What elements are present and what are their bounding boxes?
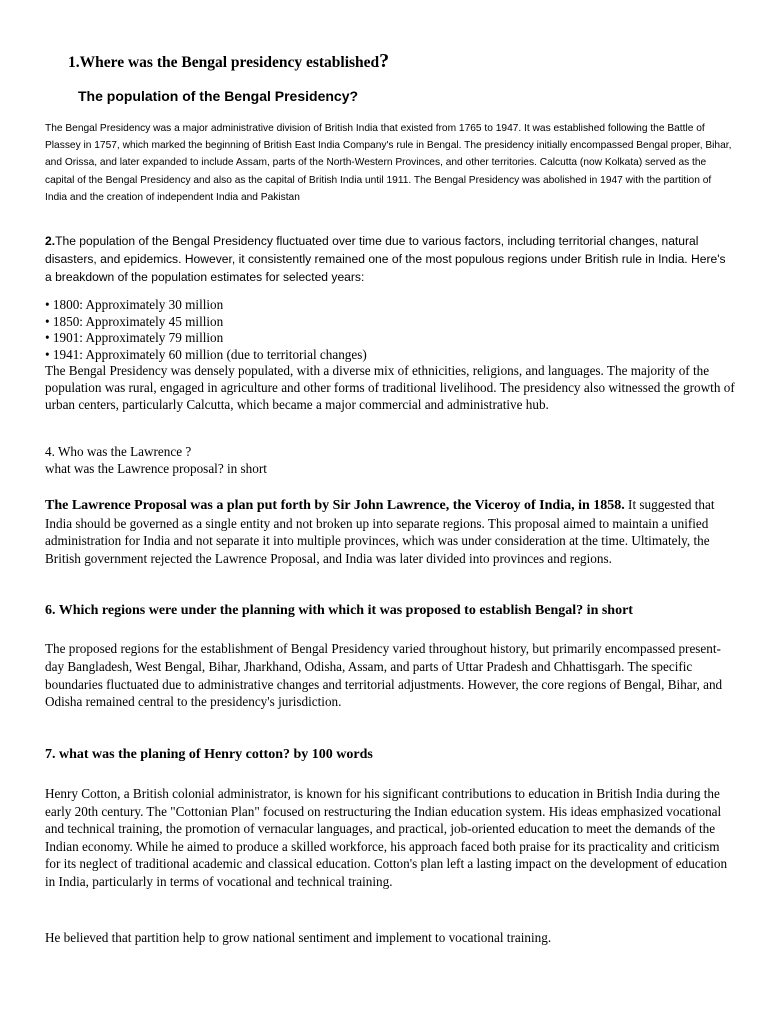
- question-1-heading: [68, 50, 389, 73]
- population-paragraph-text: The population of the Bengal Presidency fluctuated over time due to various factors, including territorial changes, natural disasters, and epidemics. However, it consistently remained one of the most populous regions under British rule in India. Here's a breakdown of the population estimates for selected years:: [45, 234, 726, 285]
- list-item: • 1800: Approximately 30 million: [45, 297, 224, 312]
- bengal-presidency-paragraph: The Bengal Presidency was a major administrative division of British India that existed from 1765 to 1947. It was established following the Battle of Plassey in 1757, which marked the beginning of British East India Company's rule in Bengal. The presidency initially encompassed Bengal proper, Bihar, and Orissa, and later expanded to include Assam, parts of the North-Western Provinces, and other territories. Calcutta (now Kolkata) served as the capital of the Bengal Presidency and also as the capital of British India until 1911. The Bengal Presidency was abolished in 1947 with the partition of India and the creation of independent India and Pakistan: [45, 123, 732, 203]
- population-estimates-list: [45, 297, 367, 363]
- question-4-line-1: 4. Who was the Lawrence ?: [45, 444, 192, 459]
- lawrence-proposal-body: It suggested that India should be governed as a single entity and not broken up into separate regions. This proposal aimed to maintain a unified administration for India and not separate it into multiple provinces, which was under consideration at the time. Ultimately, the British government rejected the Lawrence Proposal, and India was later divided into provinces and regions.: [45, 497, 715, 567]
- question-1-text: 1.Where was the Bengal presidency established: [68, 54, 380, 71]
- list-item: • 1941: Approximately 60 million (due to territorial changes): [45, 346, 367, 362]
- paragraph-number: 2.: [45, 234, 56, 248]
- question-4-line-2: what was the Lawrence proposal? in short: [45, 461, 267, 476]
- question-mark: ?: [379, 50, 390, 72]
- lawrence-proposal-lead: The Lawrence Proposal was a plan put forth by Sir John Lawrence, the Viceroy of India, in 1858.: [45, 498, 625, 513]
- question-6-heading: 6. Which regions were under the planning with which it was proposed to establish Bengal? in short: [45, 603, 633, 618]
- population-subheading: The population of the Bengal Presidency?: [78, 88, 359, 104]
- density-paragraph: The Bengal Presidency was densely populated, with a diverse mix of ethnicities, religions, and languages. The majority of the population was rural, engaged in agriculture and other forms of traditional livelihood. The presidency also witnessed the growth of urban centers, particularly Calcutta, which became a major commercial and administrative hub.: [45, 363, 735, 412]
- list-item: • 1901: Approximately 79 million: [45, 330, 224, 345]
- lawrence-proposal-paragraph: [45, 496, 735, 568]
- question-7-heading: 7. what was the planing of Henry cotton? by 100 words: [45, 747, 373, 762]
- henry-cotton-paragraph: Henry Cotton, a British colonial administrator, is known for his significant contributions to education in British India during the early 20th century. The "Cottonian Plan" focused on restructuring the Indian education system. His ideas emphasized vocational and technical training, the promotion of vernacular languages, and practical, job-oriented education to meet the demands of the Indian economy. While he aimed to produce a skilled workforce, his approach faced both praise for its practicality and criticism for its neglect of traditional academic and classical education. Cotton's plan left a lasting impact on the development of education in India, particularly in terms of vocational and technical training.: [45, 786, 728, 889]
- population-paragraph: [45, 232, 735, 287]
- partition-belief-paragraph: He believed that partition help to grow national sentiment and implement to vocational training.: [45, 930, 552, 945]
- regions-paragraph: The proposed regions for the establishment of Bengal Presidency varied throughout history, but primarily encompassed present-day Bangladesh, West Bengal, Bihar, Jharkhand, Odisha, Assam, and parts of Uttar Pradesh and Chhattisgarh. The specific boundaries fluctuated due to administrative changes and territorial adjustments. However, the core regions of Bengal, Bihar, and Odisha remained central to the presidency's jurisdiction.: [45, 641, 723, 710]
- list-item: • 1850: Approximately 45 million: [45, 313, 224, 329]
